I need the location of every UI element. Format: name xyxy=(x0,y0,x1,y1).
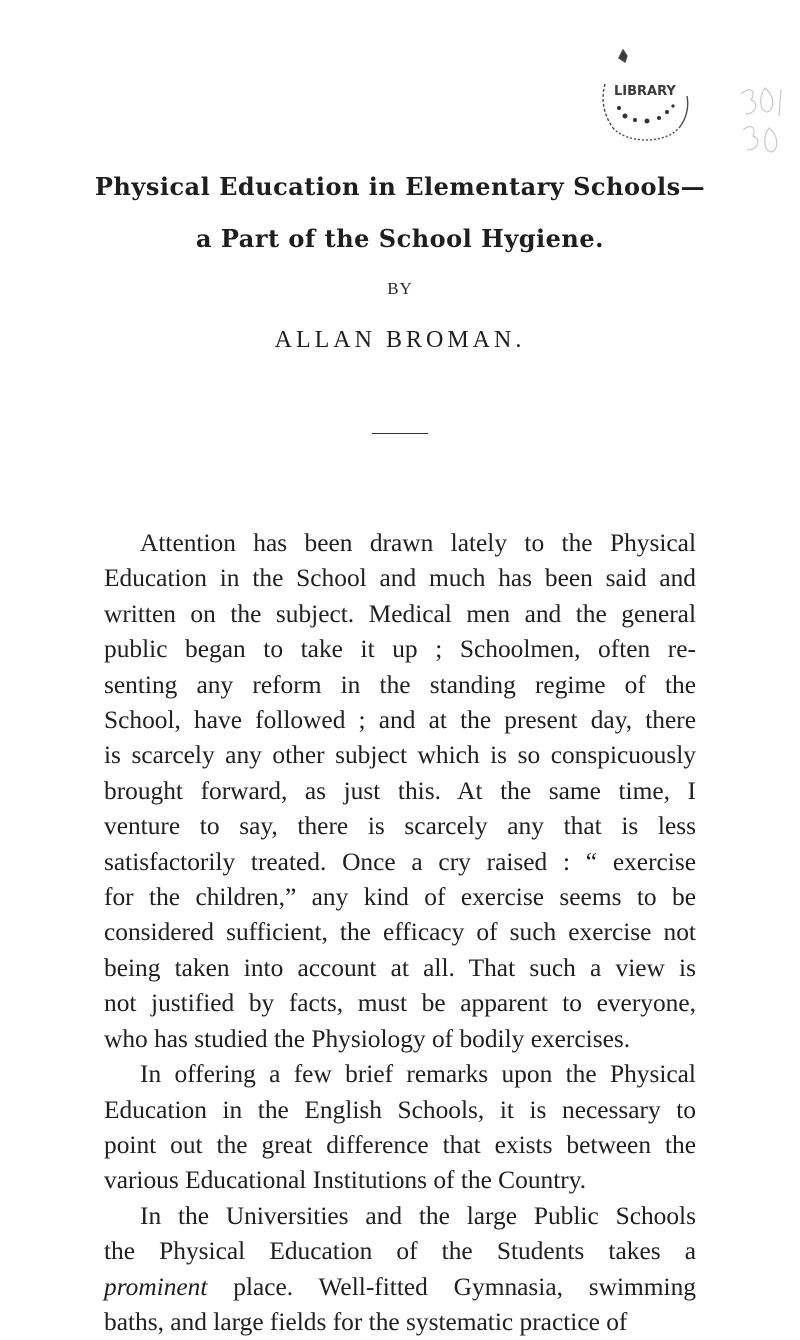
body-line: written on the subject. Medical men and the general xyxy=(104,599,696,628)
byline: BY xyxy=(387,279,413,298)
italic-word: prominent xyxy=(104,1272,208,1301)
body-line: public began to take it up ; Schoolmen, often re- xyxy=(104,635,696,664)
body-line: the Physical Education of the Students takes a xyxy=(104,1237,696,1266)
body-line: Education in the English Schools, it is necessary to xyxy=(104,1095,696,1124)
body-line: Attention has been drawn lately to the Physical xyxy=(140,529,696,557)
body-line: In offering a few brief remarks upon the Physical xyxy=(140,1060,696,1089)
svg-text:LIBRARY: LIBRARY xyxy=(614,84,676,99)
body-line: brought forward, as just this. At the same time, I xyxy=(104,776,696,805)
body-line: considered sufficient, the efficacy of such exercise not xyxy=(104,918,696,947)
body-line: baths, and large fields for the systematic practice of xyxy=(104,1307,628,1336)
body-line: being taken into account at all. That such a view is xyxy=(104,953,696,982)
body-line: various Educational Institutions of the Country. xyxy=(104,1166,587,1195)
body-line: who has studied the Physiology of bodily exercises. xyxy=(104,1024,631,1053)
body-line: satisfactorily treated. Once a cry raised : “ exercise xyxy=(104,847,696,876)
title-line-2: a Part of the School Hygiene. xyxy=(195,224,605,253)
body-text xyxy=(104,526,696,1340)
body-line: School, have followed ; and at the present day, there xyxy=(104,706,696,735)
body-line: point out the great difference that exists between the xyxy=(104,1130,696,1159)
title-divider xyxy=(372,433,428,434)
body-line-with-italic xyxy=(104,1270,696,1305)
body-line: venture to say, there is scarcely any that is less xyxy=(104,812,696,841)
body-line: Education in the School and much has been said and xyxy=(104,564,696,593)
author-name: ALLAN BROMAN. xyxy=(274,327,526,353)
body-line: not justified by facts, must be apparent to everyone, xyxy=(104,989,696,1018)
body-line: is scarcely any other subject which is so conspicuously xyxy=(104,741,696,770)
body-line-rest: place. Well-fitted Gymnasia, swimming xyxy=(233,1272,696,1301)
pencil-shelfmark-icon xyxy=(735,80,797,164)
library-stamp-icon xyxy=(575,48,715,156)
body-line: In the Universities and the large Public Schools xyxy=(140,1201,696,1230)
title-line-1: Physical Education in Elementary Schools— xyxy=(94,172,706,201)
body-line: senting any reform in the standing regime of the xyxy=(104,670,696,699)
body-line: for the children,” any kind of exercise seems to be xyxy=(104,883,696,912)
